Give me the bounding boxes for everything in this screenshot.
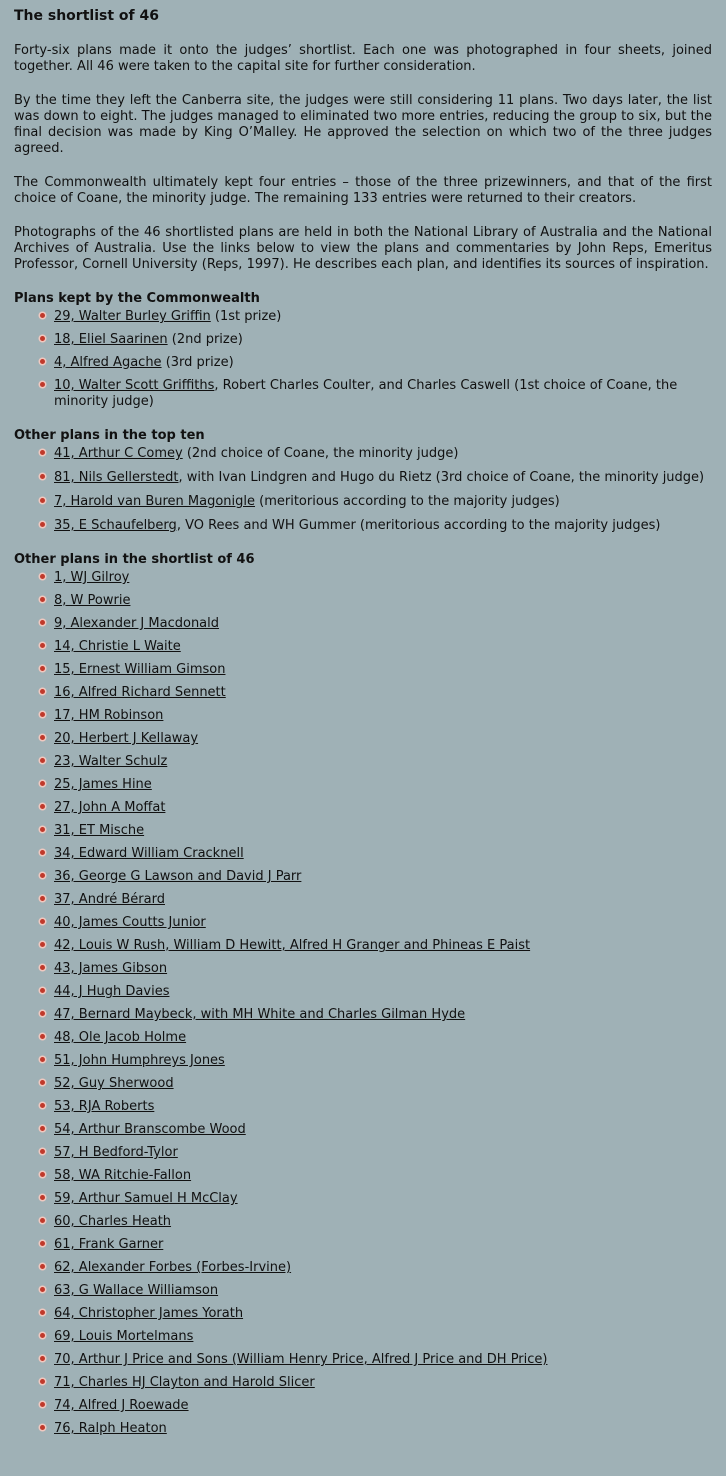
plan-list-item: [38, 1283, 712, 1299]
plan-list-item: [38, 446, 712, 462]
plan-list-item: [38, 518, 712, 534]
plan-list-item: [38, 1375, 712, 1391]
plan-link[interactable]: 4, Alfred Agache: [54, 355, 162, 370]
plan-link[interactable]: 27, John A Moffat: [54, 800, 166, 815]
plan-link[interactable]: 34, Edward William Cracknell: [54, 846, 244, 861]
plan-list-item: [38, 1214, 712, 1230]
plan-list-item: [38, 309, 712, 325]
section-heading-commonwealth: Plans kept by the Commonwealth: [14, 291, 260, 306]
plan-link[interactable]: 60, Charles Heath: [54, 1214, 172, 1229]
plan-list-item: [38, 892, 712, 908]
plan-note: (1st prize): [210, 309, 282, 324]
plan-link[interactable]: 36, George G Lawson and David J Parr: [54, 869, 302, 884]
plan-link[interactable]: 31, ET Mische: [54, 823, 145, 838]
plan-list-item: [38, 800, 712, 816]
top-ten-plan-list: [14, 446, 712, 534]
plan-list-item: [38, 570, 712, 586]
section-heading-top-ten: Other plans in the top ten: [14, 428, 205, 443]
plan-link[interactable]: 43, James Gibson: [54, 961, 168, 976]
plan-link[interactable]: 18, Eliel Saarinen: [54, 332, 168, 347]
plan-link[interactable]: 42, Louis W Rush, William D Hewitt, Alfred H Granger and Phineas E Paist: [54, 938, 531, 953]
plan-link[interactable]: 35, E Schaufelberg: [54, 518, 177, 533]
plan-link[interactable]: 10, Walter Scott Griffiths: [54, 378, 215, 393]
plan-link[interactable]: 81, Nils Gellerstedt: [54, 470, 179, 485]
plan-link[interactable]: 54, Arthur Branscombe Wood: [54, 1122, 246, 1137]
plan-link[interactable]: 71, Charles HJ Clayton and Harold Slicer: [54, 1375, 315, 1390]
plan-link[interactable]: 37, André Bérard: [54, 892, 165, 907]
plan-list-item: [38, 731, 712, 747]
plan-list-item: [38, 1306, 712, 1322]
plan-list-item: [38, 1398, 712, 1414]
plan-list-item: [38, 1076, 712, 1092]
plan-link[interactable]: 44, J Hugh Davies: [54, 984, 170, 999]
plan-link[interactable]: 25, James Hine: [54, 777, 152, 792]
plan-link[interactable]: 58, WA Ritchie-Fallon: [54, 1168, 192, 1183]
plan-link[interactable]: 14, Christie L Waite: [54, 639, 181, 654]
plan-note: (meritorious according to the majority judges): [255, 494, 560, 509]
plan-link[interactable]: 47, Bernard Maybeck, with MH White and Charles Gilman Hyde: [54, 1007, 466, 1022]
commonwealth-plan-list: [14, 309, 712, 410]
plan-link[interactable]: 17, HM Robinson: [54, 708, 164, 723]
plan-link[interactable]: 63, G Wallace Williamson: [54, 1283, 219, 1298]
plan-list-item: [38, 1329, 712, 1345]
plan-list-item: [38, 823, 712, 839]
plan-link[interactable]: 41, Arthur C Comey: [54, 446, 183, 461]
plan-list-item: [38, 593, 712, 609]
plan-list-item: [38, 915, 712, 931]
plan-link[interactable]: 48, Ole Jacob Holme: [54, 1030, 187, 1045]
plan-link[interactable]: 23, Walter Schulz: [54, 754, 168, 769]
plan-note: (2nd prize): [167, 332, 243, 347]
plan-note: (3rd prize): [161, 355, 234, 370]
plan-list-item: [38, 1260, 712, 1276]
plan-list-item: [38, 1030, 712, 1046]
plan-link[interactable]: 1, WJ Gilroy: [54, 570, 130, 585]
plan-link[interactable]: 52, Guy Sherwood: [54, 1076, 174, 1091]
plan-link[interactable]: 15, Ernest William Gimson: [54, 662, 226, 677]
plan-list-item: [38, 777, 712, 793]
plan-list-item: [38, 1007, 712, 1023]
plan-link[interactable]: 40, James Coutts Junior: [54, 915, 206, 930]
plan-list-item: [38, 708, 712, 724]
plan-note: , VO Rees and WH Gummer (meritorious according to the majority judges): [176, 518, 661, 533]
plan-list-item: [38, 1191, 712, 1207]
plan-link[interactable]: 29, Walter Burley Griffin: [54, 309, 211, 324]
plan-note: , Robert Charles Coulter, and Charles Caswell (1st choice of Coane, the minority judge): [54, 378, 678, 409]
plan-link[interactable]: 57, H Bedford-Tylor: [54, 1145, 178, 1160]
entries-kept-paragraph: The Commonwealth ultimately kept four entries – those of the three prizewinners, and that of the first choice of Coane, the minority judge. The remaining 133 entries were returned to their creators.: [14, 175, 712, 206]
plan-list-item: [38, 754, 712, 770]
plan-list-item: [38, 1053, 712, 1069]
plan-link[interactable]: 74, Alfred J Roewade: [54, 1398, 189, 1413]
plan-list-item: [38, 355, 712, 371]
plan-list-item: [38, 470, 712, 486]
plan-list-item: [38, 685, 712, 701]
judging-paragraph: By the time they left the Canberra site, the judges were still considering 11 plans. Two days later, the list was down to eight. The judges managed to eliminated two more entries, reducing the group to six, but the final decision was made by King O’Malley. He approved the selection on which two of the three judges agreed.: [14, 93, 712, 156]
page-title: The shortlist of 46: [14, 8, 159, 24]
plan-note: , with Ivan Lindgren and Hugo du Rietz (3rd choice of Coane, the minority judge): [178, 470, 705, 485]
plan-list-item: [38, 1237, 712, 1253]
plan-link[interactable]: 51, John Humphreys Jones: [54, 1053, 225, 1068]
plan-link[interactable]: 62, Alexander Forbes (Forbes-Irvine): [54, 1260, 292, 1275]
plan-list-item: [38, 1352, 712, 1368]
plan-link[interactable]: 9, Alexander J Macdonald: [54, 616, 220, 631]
plan-note: (2nd choice of Coane, the minority judge): [182, 446, 459, 461]
plan-link[interactable]: 69, Louis Mortelmans: [54, 1329, 194, 1344]
plan-link[interactable]: 64, Christopher James Yorath: [54, 1306, 244, 1321]
plan-list-item: [38, 1122, 712, 1138]
plan-link[interactable]: 20, Herbert J Kellaway: [54, 731, 199, 746]
plan-list-item: [38, 332, 712, 348]
shortlist-plan-list: [14, 570, 712, 1437]
plan-link[interactable]: 8, W Powrie: [54, 593, 131, 608]
plan-link[interactable]: 61, Frank Garner: [54, 1237, 164, 1252]
plan-list-item: [38, 662, 712, 678]
plan-list-item: [38, 1421, 712, 1437]
plan-link[interactable]: 76, Ralph Heaton: [54, 1421, 167, 1436]
photographs-paragraph: Photographs of the 46 shortlisted plans are held in both the National Library of Australia and the National Archives of Australia. Use the links below to view the plans and commentaries by John Reps, Emeritus Professor, Cornell University (Reps, 1997). He describes each plan, and identifies its sources of inspiration.: [14, 225, 712, 272]
plan-list-item: [38, 1145, 712, 1161]
plan-link[interactable]: 16, Alfred Richard Sennett: [54, 685, 226, 700]
plan-list-item: [38, 984, 712, 1000]
plan-list-item: [38, 494, 712, 510]
plan-list-item: [38, 639, 712, 655]
plan-list-item: [38, 616, 712, 632]
plan-list-item: [38, 846, 712, 862]
plan-link[interactable]: 7, Harold van Buren Magonigle: [54, 494, 256, 509]
plan-list-item: [38, 1099, 712, 1115]
plan-list-item: [38, 869, 712, 885]
plan-list-item: [38, 378, 712, 410]
plan-link[interactable]: 70, Arthur J Price and Sons (William Henry Price, Alfred J Price and DH Price): [54, 1352, 548, 1367]
section-heading-shortlist: Other plans in the shortlist of 46: [14, 552, 255, 567]
plan-list-item: [38, 1168, 712, 1184]
intro-paragraph: Forty-six plans made it onto the judges’ shortlist. Each one was photographed in four sheets, joined together. All 46 were taken to the capital site for further consideration.: [14, 43, 712, 74]
plan-link[interactable]: 59, Arthur Samuel H McClay: [54, 1191, 238, 1206]
plan-list-item: [38, 961, 712, 977]
plan-list-item: [38, 938, 712, 954]
plan-link[interactable]: 53, RJA Roberts: [54, 1099, 155, 1114]
